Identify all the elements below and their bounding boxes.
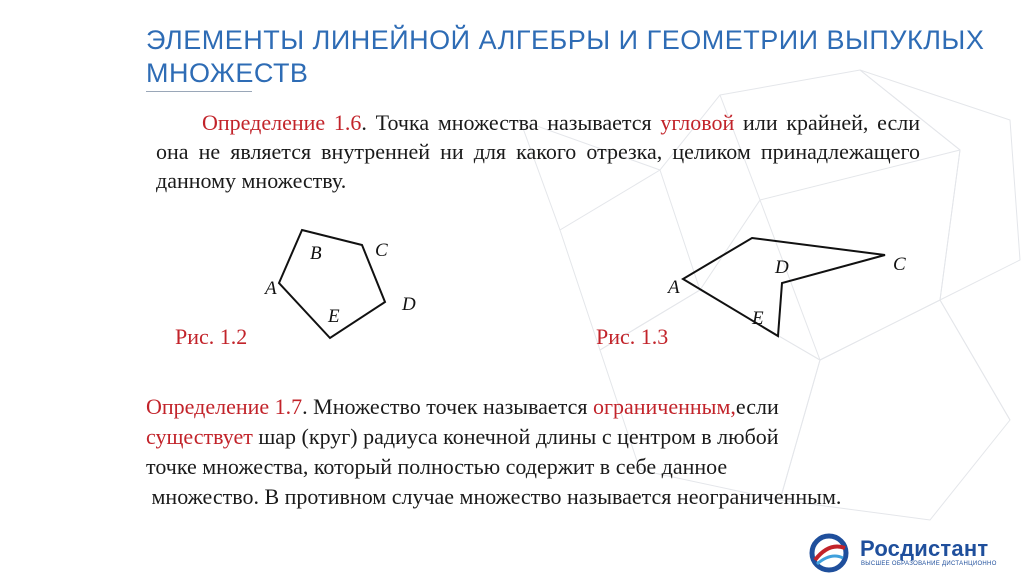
definition-1-7-text-c: шар (круг) радиуса конечной длины с центром в любой: [252, 424, 779, 449]
logo-name: Росдистант: [860, 536, 989, 561]
definition-1-6-highlight: угловой: [660, 110, 735, 135]
fig2-label-c: C: [893, 254, 906, 275]
definition-1-7-text-a: . Множество точек называется: [302, 394, 593, 419]
fig2-label-e: E: [752, 308, 764, 329]
definition-1-7-text-b: если: [735, 394, 779, 419]
definition-1-7-line-4: множество. В противном случае множество называется неограниченным.: [146, 484, 842, 509]
logo-subtitle: ВЫСШЕЕ ОБРАЗОВАНИЕ ДИСТАНЦИОННО: [861, 561, 997, 567]
definition-1-7: [146, 392, 1016, 512]
fig2-label-d: D: [775, 257, 789, 278]
definition-1-7-highlight-1: ограниченным,: [592, 394, 736, 419]
definition-1-7-highlight-2: существует: [146, 424, 253, 449]
figure-2-caption: Рис. 1.3: [596, 324, 669, 349]
nonconvex-polygon: [683, 238, 885, 336]
definition-1-6-text-a: . Точка множества называется: [361, 110, 661, 135]
slide-title: ЭЛЕМЕНТЫ ЛИНЕЙНОЙ АЛГЕБРЫ И ГЕОМЕТРИИ ВЫПУКЛЫХ МНОЖЕСТВ: [146, 25, 985, 88]
fig1-label-c: C: [375, 240, 388, 261]
definition-1-7-line-3: точке множества, который полностью содержит в себе данное: [146, 454, 728, 479]
definition-1-7-line-2: [146, 422, 1016, 452]
fig1-label-a: A: [265, 278, 277, 299]
definition-1-6-text-b: или крайней, если она не является внутренней ни для какого отрезка, целиком принадлежащего данному множеству.: [156, 110, 920, 193]
definition-1-7-label: Определение 1.7: [146, 394, 303, 419]
definition-1-7-line-1: [146, 392, 1016, 422]
definition-1-6-label: Определение 1.6: [202, 110, 362, 135]
figure-1-caption: Рис. 1.2: [175, 324, 248, 349]
fig1-label-d: D: [402, 294, 416, 315]
fig1-label-b: B: [310, 243, 322, 264]
fig1-label-e: E: [328, 306, 340, 327]
fig2-label-a: A: [668, 277, 680, 298]
